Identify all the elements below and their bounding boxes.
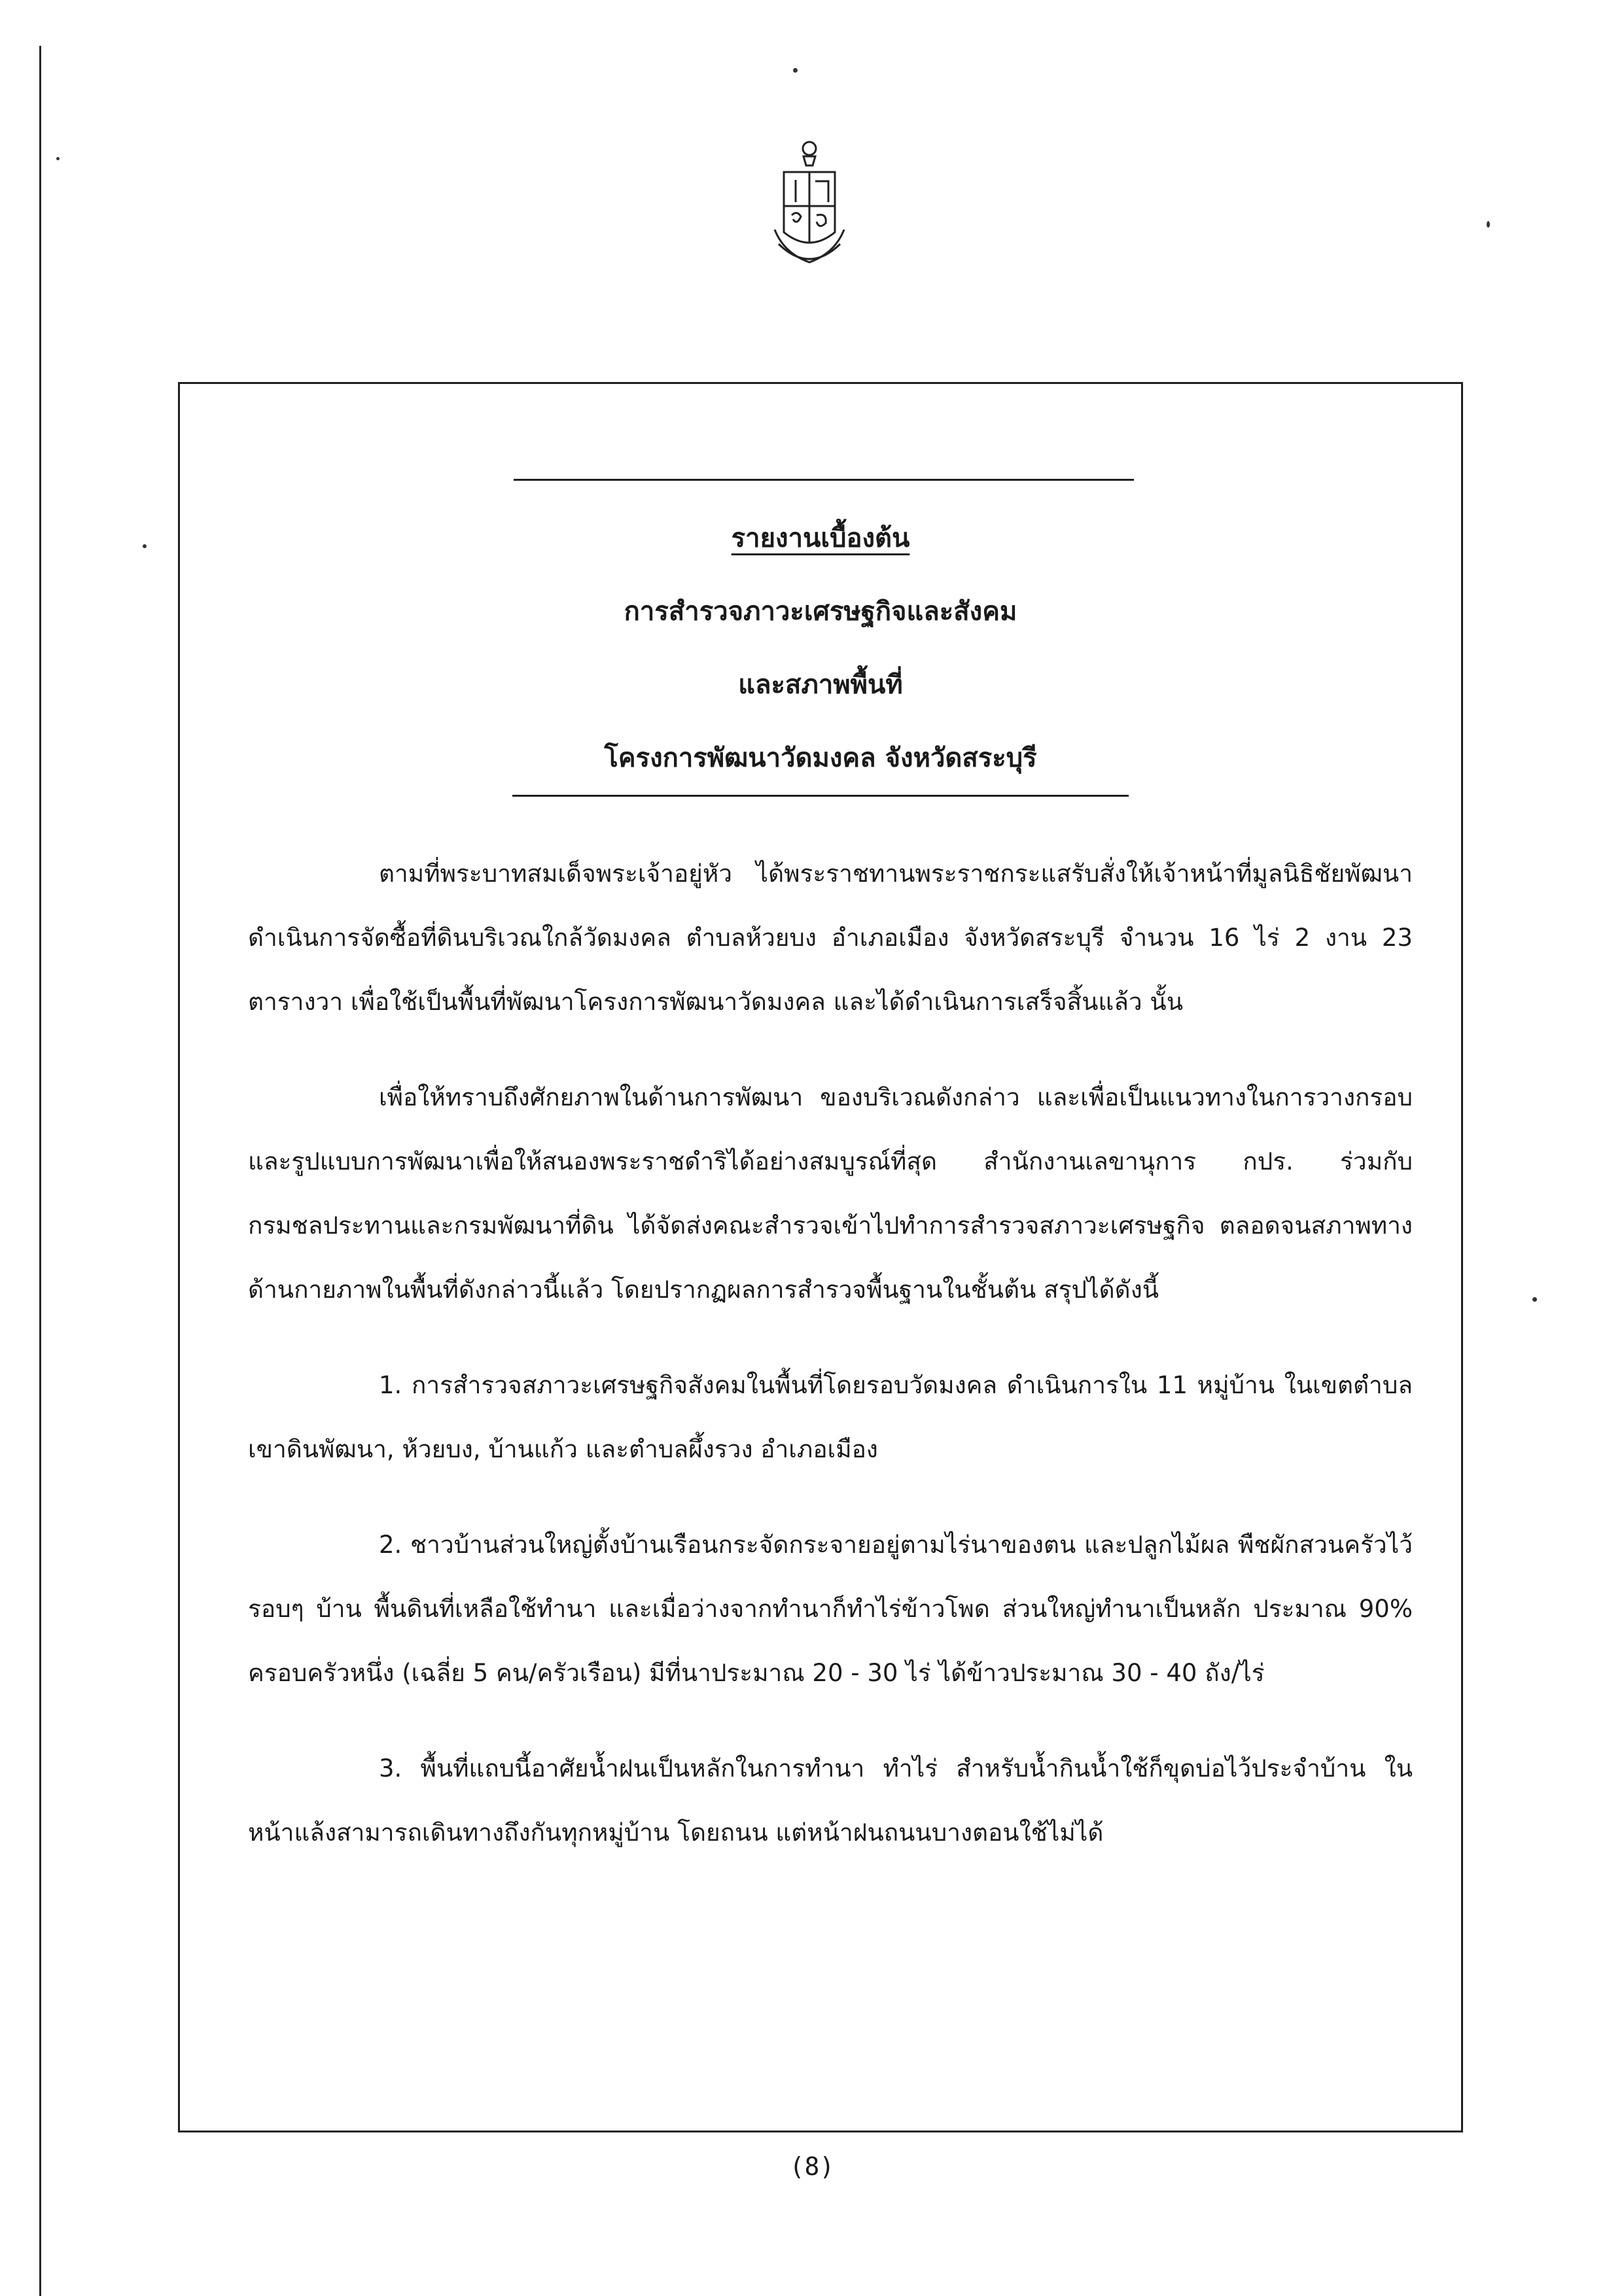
numbered-paragraph: 3. พื้นที่แถบนี้อาศัยน้ำฝนเป็นหลักในการทำนา ทำไร่ สำหรับน้ำกินน้ำใช้ก็ขุดบ่อไว้ประจำบ้าน ในหน้าแล้งสามารถเดินทางถึงกันทุกหมู่บ้าน โดยถนน แต่หน้าฝนถนนบางตอนใช้ไม่ได้ [248,1754,1413,1847]
report-body [248,842,1413,1896]
report-title-block [180,502,1461,795]
scan-speck [1532,1297,1537,1302]
numbered-paragraph: 1. การสำรวจสภาวะเศรษฐกิจสังคมในพื้นที่โดยรอบวัดมงคล ดำเนินการใน 11 หมู่บ้าน ในเขตตำบลเขาดินพัฒนา, ห้วยบง, บ้านแก้ว และตำบลผึ้งรวง อำเภอเมือง [248,1371,1413,1463]
scan-speck [56,157,60,160]
scan-margin-line [39,46,41,2296]
scan-speck [143,544,147,548]
report-title: รายงานเบื้องต้น [731,523,910,553]
emblem-icon [771,134,848,271]
scan-speck [793,68,798,73]
report-project-line: โครงการพัฒนาวัดมงคล จังหวัดสระบุรี [604,743,1037,773]
report-subtitle-line: และสภาพพื้นที่ [738,670,903,700]
body-paragraph: เพื่อให้ทราบถึงศักยภาพในด้านการพัฒนา ของบริเวณดังกล่าว และเพื่อเป็นแนวทางในการวางกรอบและรูปแบบการพัฒนาเพื่อให้สนองพระราชดำริได้อย่างสมบูรณ์ที่สุด สำนักงานเลขานุการ กปร. ร่วมกับกรมชลประทานและกรมพัฒนาที่ดิน ได้จัดส่งคณะสำรวจเข้าไปทำการสำรวจสภาวะเศรษฐกิจ ตลอดจนสภาพทางด้านกายภาพในพื้นที่ดังกล่าวนี้แล้ว โดยปรากฏผลการสำรวจพื้นฐานในชั้นต้น สรุปได้ดังนี้ [248,1083,1413,1304]
numbered-paragraph: 2. ชาวบ้านส่วนใหญ่ตั้งบ้านเรือนกระจัดกระจายอยู่ตามไร่นาของตน และปลูกไม้ผล พืชผักสวนครัวไว้รอบๆ บ้าน พื้นดินที่เหลือใช้ทำนา และเมื่อว่างจากทำนาก็ทำไร่ข้าวโพด ส่วนใหญ่ทำนาเป็นหลัก ประมาณ 90% ครอบครัวหนึ่ง (เฉลี่ย 5 คน/ครัวเรือน) มีที่นาประมาณ 20 - 30 ไร่ ได้ข้าวประมาณ 30 - 40 ถัง/ไร่ [248,1531,1413,1687]
title-top-rule [514,479,1134,481]
body-paragraph: ตามที่พระบาทสมเด็จพระเจ้าอยู่หัว ได้พระราชทานพระราชกระแสรับสั่งให้เจ้าหน้าที่มูลนิธิชัยพัฒนา ดำเนินการจัดซื้อที่ดินบริเวณใกล้วัดมงคล ตำบลห้วยบง อำเภอเมือง จังหวัดสระบุรี จำนวน 16 ไร่ 2 งาน 23 ตารางวา เพื่อใช้เป็นพื้นที่พัฒนาโครงการพัฒนาวัดมงคล และได้ดำเนินการเสร็จสิ้นแล้ว นั้น [248,860,1413,1016]
page-number: (8) [789,2152,835,2181]
content-frame [178,382,1463,2132]
title-bottom-rule [512,795,1129,797]
report-subtitle-line: การสำรวจภาวะเศรษฐกิจและสังคม [624,597,1017,627]
scan-speck [1487,221,1490,228]
